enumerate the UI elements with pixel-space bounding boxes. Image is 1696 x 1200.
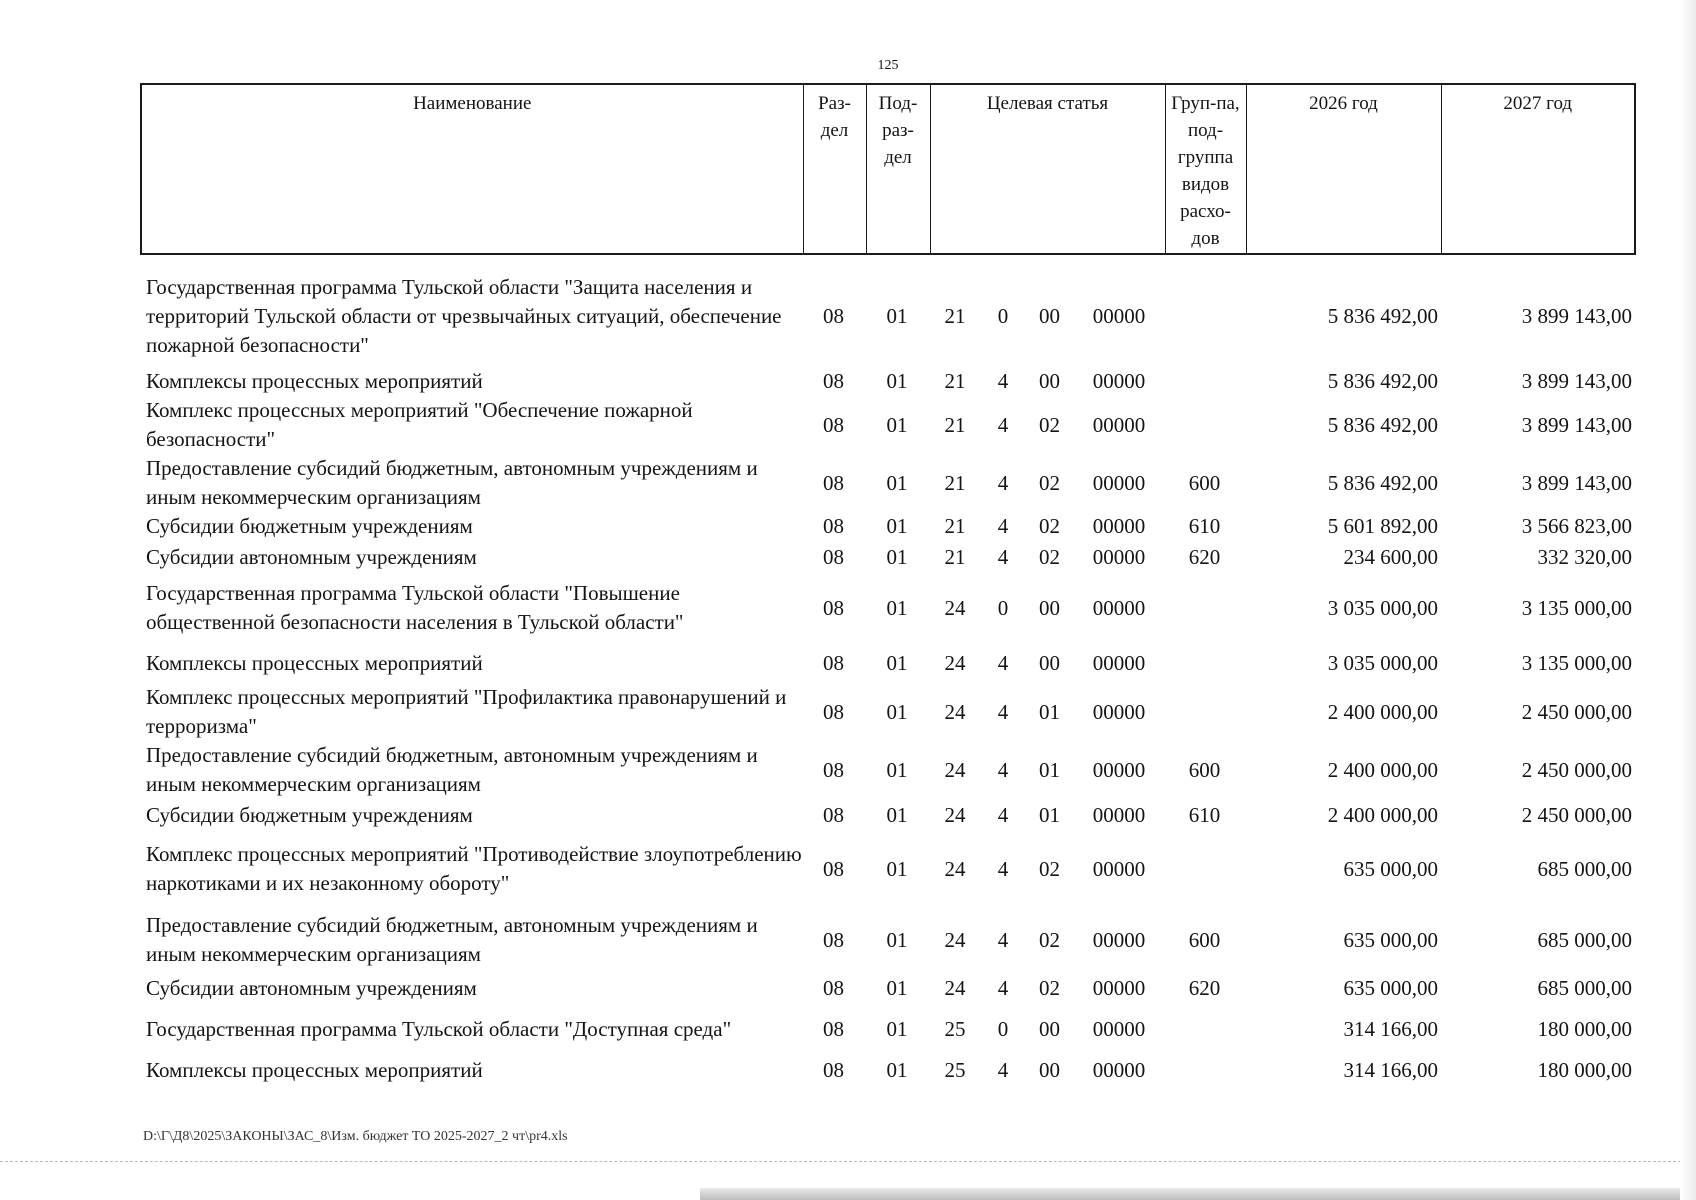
header-razdel: Раз-дел <box>803 84 866 254</box>
row-razdel: 08 <box>823 1057 844 1082</box>
table-rows <box>140 266 1634 1085</box>
row-target-direction: 00000 <box>1092 1016 1146 1041</box>
row-target-subprogram: 00 <box>1039 1057 1060 1082</box>
row-target-subprogram: 01 <box>1039 699 1060 724</box>
row-amount-2027: 3 566 823,00 <box>1521 514 1632 538</box>
row-podrazdel: 01 <box>886 757 908 782</box>
table-row <box>140 741 1634 799</box>
row-name: Комплексы процессных мероприятий <box>146 650 483 675</box>
row-razdel: 08 <box>823 975 844 1000</box>
row-target-program: 24 <box>944 802 966 827</box>
header-tselevaya-statya: Целевая статья <box>930 84 1165 254</box>
row-target-program: 24 <box>944 650 966 675</box>
row-razdel: 08 <box>823 303 844 328</box>
row-target-program: 21 <box>944 303 966 328</box>
row-target-program: 24 <box>944 856 966 881</box>
row-target-direction: 00000 <box>1092 544 1146 569</box>
row-amount-2026: 3 035 000,00 <box>1327 595 1438 620</box>
row-target-program: 21 <box>944 368 966 393</box>
table-row <box>140 573 1634 643</box>
row-amount-2026: 2 400 000,00 <box>1327 757 1438 782</box>
row-expense-group: 600 <box>1188 757 1221 782</box>
row-target-direction: 00000 <box>1092 650 1146 675</box>
row-target-direction: 00000 <box>1092 595 1146 620</box>
row-target-subprogram: 02 <box>1039 470 1060 495</box>
row-razdel: 08 <box>823 595 844 620</box>
row-target-program: 24 <box>944 757 966 782</box>
row-podrazdel: 01 <box>886 1016 908 1041</box>
row-amount-2026: 234 600,00 <box>1343 544 1438 569</box>
row-expense-group <box>1164 1055 1245 1085</box>
row-amount-2027: 685 000,00 <box>1537 856 1632 881</box>
row-target-type: 4 <box>997 927 1009 952</box>
row-name: Предоставление субсидий бюджетным, автономным учреждениям и иным некоммерческим организациям <box>146 913 758 966</box>
row-expense-group <box>1164 1003 1245 1055</box>
row-target-type: 4 <box>997 470 1009 495</box>
header-gruppa-vidov-rashodov: Груп-па, под-группа видов расхо-дов <box>1165 84 1246 254</box>
row-target-program: 21 <box>944 514 966 538</box>
table-row <box>140 973 1634 1003</box>
table-header <box>140 83 1636 255</box>
row-expense-group: 620 <box>1188 975 1221 1000</box>
row-target-type: 4 <box>997 757 1009 782</box>
row-target-subprogram: 00 <box>1039 1016 1060 1041</box>
table-row <box>140 266 1634 366</box>
row-razdel: 08 <box>823 470 844 495</box>
row-podrazdel: 01 <box>886 1057 908 1082</box>
budget-table-body <box>140 266 1634 1085</box>
row-razdel: 08 <box>823 757 844 782</box>
table-row <box>140 454 1634 512</box>
table-row <box>140 799 1634 831</box>
row-razdel: 08 <box>823 544 844 569</box>
table-row <box>140 366 1634 396</box>
row-podrazdel: 01 <box>886 303 908 328</box>
row-podrazdel: 01 <box>886 650 908 675</box>
row-razdel: 08 <box>823 368 844 393</box>
row-target-direction: 00000 <box>1092 856 1146 881</box>
row-target-type: 4 <box>997 368 1009 393</box>
row-target-type: 0 <box>997 1016 1009 1041</box>
row-expense-group: 610 <box>1188 802 1221 827</box>
header-year-2027: 2027 год <box>1441 84 1635 254</box>
scan-right-edge <box>1680 0 1696 1200</box>
row-target-type: 4 <box>997 975 1009 1000</box>
table-row <box>140 907 1634 973</box>
row-name: Субсидии бюджетным учреждениям <box>146 514 473 538</box>
row-target-program: 24 <box>944 595 966 620</box>
row-razdel: 08 <box>823 514 844 538</box>
row-target-subprogram: 02 <box>1039 975 1060 1000</box>
row-amount-2027: 685 000,00 <box>1537 927 1632 952</box>
row-name: Государственная программа Тульской области "Защита населения и территорий Тульской области от чрезвычайных ситуаций, обеспечение пожарной безопасности" <box>146 274 782 357</box>
row-podrazdel: 01 <box>886 514 908 538</box>
table-row <box>140 831 1634 907</box>
row-name: Государственная программа Тульской области "Повышение общественной безопасности населения в Тульской области" <box>146 581 684 634</box>
row-amount-2026: 2 400 000,00 <box>1327 802 1438 827</box>
row-target-subprogram: 00 <box>1039 368 1060 393</box>
row-razdel: 08 <box>823 856 844 881</box>
row-amount-2027: 3 135 000,00 <box>1521 595 1632 620</box>
row-amount-2027: 180 000,00 <box>1537 1016 1632 1041</box>
row-expense-group <box>1164 573 1245 643</box>
row-target-program: 21 <box>944 412 966 437</box>
header-year-2026: 2026 год <box>1246 84 1441 254</box>
row-target-subprogram: 00 <box>1039 595 1060 620</box>
row-target-type: 0 <box>997 595 1009 620</box>
row-name: Субсидии автономным учреждениям <box>146 975 477 1000</box>
row-amount-2027: 3 899 143,00 <box>1521 470 1632 495</box>
row-razdel: 08 <box>823 802 844 827</box>
row-amount-2026: 5 601 892,00 <box>1327 514 1438 538</box>
row-expense-group: 620 <box>1188 544 1221 569</box>
row-name: Комплексы процессных мероприятий <box>146 1057 483 1082</box>
row-name: Комплекс процессных мероприятий "Обеспечение пожарной безопасности" <box>146 398 693 451</box>
row-target-type: 4 <box>997 544 1009 569</box>
page-number: 125 <box>877 58 899 73</box>
row-amount-2026: 5 836 492,00 <box>1327 303 1438 328</box>
row-amount-2026: 5 836 492,00 <box>1327 470 1438 495</box>
row-expense-group: 610 <box>1188 514 1221 538</box>
row-target-subprogram: 01 <box>1039 757 1060 782</box>
row-expense-group <box>1164 396 1245 454</box>
row-expense-group: 600 <box>1188 927 1221 952</box>
row-target-type: 4 <box>997 856 1009 881</box>
row-target-type: 4 <box>997 412 1009 437</box>
row-amount-2026: 314 166,00 <box>1343 1057 1438 1082</box>
row-razdel: 08 <box>823 699 844 724</box>
row-amount-2027: 2 450 000,00 <box>1521 757 1632 782</box>
row-razdel: 08 <box>823 650 844 675</box>
row-amount-2026: 3 035 000,00 <box>1327 650 1438 675</box>
row-podrazdel: 01 <box>886 856 908 881</box>
row-expense-group <box>1164 366 1245 396</box>
row-target-direction: 00000 <box>1092 303 1146 328</box>
row-amount-2026: 314 166,00 <box>1343 1016 1438 1041</box>
row-amount-2027: 685 000,00 <box>1537 975 1632 1000</box>
row-target-program: 25 <box>944 1057 966 1082</box>
table-row <box>140 1003 1634 1055</box>
row-target-direction: 00000 <box>1092 514 1146 538</box>
row-target-type: 4 <box>997 802 1009 827</box>
row-amount-2027: 3 135 000,00 <box>1521 650 1632 675</box>
row-amount-2026: 635 000,00 <box>1343 975 1438 1000</box>
row-target-type: 4 <box>997 514 1009 538</box>
table-row <box>140 541 1634 573</box>
row-podrazdel: 01 <box>886 699 908 724</box>
row-target-type: 4 <box>997 699 1009 724</box>
header-name: Наименование <box>141 84 803 254</box>
row-amount-2027: 3 899 143,00 <box>1521 303 1632 328</box>
row-podrazdel: 01 <box>886 802 908 827</box>
row-amount-2026: 2 400 000,00 <box>1327 699 1438 724</box>
row-target-subprogram: 02 <box>1039 927 1060 952</box>
table-row <box>140 396 1634 454</box>
row-expense-group <box>1164 831 1245 907</box>
scan-shadow <box>700 1188 1696 1200</box>
row-amount-2027: 332 320,00 <box>1537 544 1632 569</box>
row-podrazdel: 01 <box>886 927 908 952</box>
table-row <box>140 643 1634 683</box>
row-podrazdel: 01 <box>886 975 908 1000</box>
row-target-direction: 00000 <box>1092 470 1146 495</box>
row-target-subprogram: 02 <box>1039 544 1060 569</box>
row-expense-group <box>1164 683 1245 741</box>
row-target-direction: 00000 <box>1092 927 1146 952</box>
row-razdel: 08 <box>823 412 844 437</box>
row-target-program: 21 <box>944 470 966 495</box>
row-target-program: 24 <box>944 975 966 1000</box>
table-row <box>140 683 1634 741</box>
row-target-subprogram: 00 <box>1039 650 1060 675</box>
row-target-subprogram: 02 <box>1039 514 1060 538</box>
row-target-direction: 00000 <box>1092 368 1146 393</box>
row-name: Государственная программа Тульской области "Доступная среда" <box>146 1016 732 1041</box>
header-podrazdel: Под-раз-дел <box>866 84 930 254</box>
row-razdel: 08 <box>823 927 844 952</box>
row-target-program: 24 <box>944 699 966 724</box>
row-target-program: 21 <box>944 544 966 569</box>
row-amount-2026: 635 000,00 <box>1343 856 1438 881</box>
row-name: Комплекс процессных мероприятий "Профилактика правонарушений и терроризма" <box>146 685 787 738</box>
row-target-direction: 00000 <box>1092 1057 1146 1082</box>
row-target-direction: 00000 <box>1092 802 1146 827</box>
row-target-direction: 00000 <box>1092 699 1146 724</box>
row-name: Предоставление субсидий бюджетным, автономным учреждениям и иным некоммерческим организациям <box>146 456 758 509</box>
row-podrazdel: 01 <box>886 544 908 569</box>
row-amount-2026: 5 836 492,00 <box>1327 368 1438 393</box>
row-target-subprogram: 02 <box>1039 412 1060 437</box>
row-podrazdel: 01 <box>886 412 908 437</box>
row-target-direction: 00000 <box>1092 757 1146 782</box>
row-target-type: 4 <box>997 650 1009 675</box>
row-amount-2026: 635 000,00 <box>1343 927 1438 952</box>
table-row <box>140 512 1634 541</box>
row-target-subprogram: 02 <box>1039 856 1060 881</box>
row-amount-2027: 3 899 143,00 <box>1521 412 1632 437</box>
row-target-type: 0 <box>997 303 1009 328</box>
row-amount-2027: 3 899 143,00 <box>1521 368 1632 393</box>
row-name: Предоставление субсидий бюджетным, автономным учреждениям и иным некоммерческим организациям <box>146 743 758 796</box>
row-expense-group <box>1164 643 1245 683</box>
row-amount-2026: 5 836 492,00 <box>1327 412 1438 437</box>
file-path-footer: D:\Г\Д8\2025\ЗАКОНЫ\ЗАС_8\Изм. бюджет ТО 2025-2027_2 чт\pr4.xls <box>143 1129 568 1144</box>
row-name: Субсидии автономным учреждениям <box>146 544 477 569</box>
table-row <box>140 1055 1634 1085</box>
row-amount-2027: 2 450 000,00 <box>1521 802 1632 827</box>
row-target-subprogram: 01 <box>1039 802 1060 827</box>
row-target-program: 24 <box>944 927 966 952</box>
row-target-direction: 00000 <box>1092 412 1146 437</box>
row-amount-2027: 180 000,00 <box>1537 1057 1632 1082</box>
scan-page-edge-line <box>0 1161 1696 1162</box>
row-target-subprogram: 00 <box>1039 303 1060 328</box>
row-name: Комплекс процессных мероприятий "Противодействие злоупотреблению наркотиками и их незаконному обороту" <box>146 842 802 895</box>
row-name: Комплексы процессных мероприятий <box>146 368 483 393</box>
row-name: Субсидии бюджетным учреждениям <box>146 802 473 827</box>
row-podrazdel: 01 <box>886 368 908 393</box>
row-target-direction: 00000 <box>1092 975 1146 1000</box>
row-amount-2027: 2 450 000,00 <box>1521 699 1632 724</box>
row-target-program: 25 <box>944 1016 966 1041</box>
row-podrazdel: 01 <box>886 595 908 620</box>
row-expense-group <box>1164 266 1245 366</box>
row-razdel: 08 <box>823 1016 844 1041</box>
row-expense-group: 600 <box>1188 470 1221 495</box>
row-podrazdel: 01 <box>886 470 908 495</box>
row-target-type: 4 <box>997 1057 1009 1082</box>
